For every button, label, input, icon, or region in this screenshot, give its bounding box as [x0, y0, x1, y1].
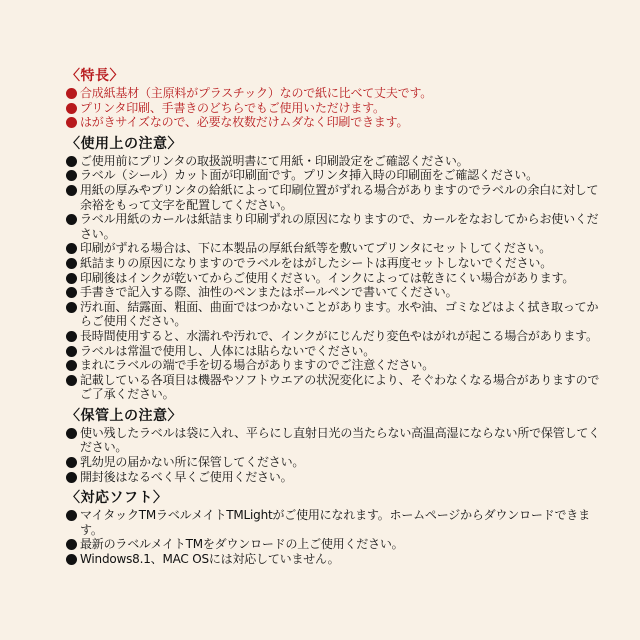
- bullet-icon: [66, 510, 77, 521]
- usage-notes-section: [66, 134, 600, 402]
- usage-note-item: 汚れ面、結露面、粗面、曲面ではつかないことがあります。水や油、ゴミなどはよく拭き取ってからご使用ください。: [66, 300, 600, 329]
- usage-note-item: 記載している各項目は機器やソフトウエアの状況変化により、そぐわなくなる場合がありますのでご了承ください。: [66, 373, 600, 402]
- usage-note-item: ラベル（シール）カット面が印刷面です。プリンタ挿入時の印刷面をご確認ください。: [66, 168, 600, 183]
- bullet-icon: [66, 170, 77, 181]
- software-item: マイタックTMラベルメイトTMLightがご使用になれます。ホームページからダウンロードできます。: [66, 508, 600, 537]
- features-section: [66, 66, 600, 130]
- storage-note-item: 使い残したラベルは袋に入れ、平らにし直射日光の当たらない高温高湿にならない所で保管してください。: [66, 426, 600, 455]
- bullet-icon: [66, 185, 77, 196]
- usage-note-item: 印刷後はインクが乾いてからご使用ください。インクによっては乾きにくい場合があります。: [66, 271, 600, 286]
- usage-note-item: 紙詰まりの原因になりますのでラベルをはがしたシートは再度セットしないでください。: [66, 256, 600, 271]
- bullet-icon: [66, 273, 77, 284]
- software-heading: 〈対応ソフト〉: [66, 490, 168, 507]
- usage-note-item: まれにラベルの端で手を切る場合がありますのでご注意ください。: [66, 358, 600, 373]
- usage-note-item: ご使用前にプリンタの取扱説明書にて用紙・印刷設定をご確認ください。: [66, 154, 600, 169]
- bullet-icon: [66, 103, 77, 114]
- bullet-icon: [66, 331, 77, 342]
- usage-note-item: 手書きで記入する際、油性のペンまたはボールペンで書いてください。: [66, 285, 600, 300]
- bullet-icon: [66, 539, 77, 550]
- feature-item: プリンタ印刷、手書きのどちらでもご使用いただけます。: [66, 101, 600, 116]
- bullet-icon: [66, 243, 77, 254]
- bullet-icon: [66, 375, 77, 386]
- bullet-icon: [66, 360, 77, 371]
- features-heading: 〈特長〉: [66, 68, 124, 84]
- bullet-icon: [66, 258, 77, 269]
- usage-notes-heading: 〈使用上の注意〉: [66, 135, 182, 152]
- bullet-icon: [66, 428, 77, 439]
- usage-note-item: 印刷がずれる場合は、下に本製品の厚紙台紙等を敷いてプリンタにセットしてください。: [66, 241, 600, 256]
- storage-notes-section: [66, 406, 600, 484]
- storage-note-item: 開封後はなるべく早くご使用ください。: [66, 470, 600, 485]
- bullet-icon: [66, 156, 77, 167]
- bullet-icon: [66, 302, 77, 313]
- bullet-icon: [66, 117, 77, 128]
- feature-item: はがきサイズなので、必要な枚数だけムダなく印刷できます。: [66, 115, 600, 130]
- usage-note-item: 用紙の厚みやプリンタの給紙によって印刷位置がずれる場合がありますのでラベルの余白に対して余裕をもって文字を配置してください。: [66, 183, 600, 212]
- software-section: [66, 488, 600, 566]
- feature-item: 合成紙基材（主原料がプラスチック）なので紙に比べて丈夫です。: [66, 86, 600, 101]
- bullet-icon: [66, 214, 77, 225]
- usage-note-item: 長時間使用すると、水濡れや汚れで、インクがにじんだり変色やはがれが起こる場合があります。: [66, 329, 600, 344]
- bullet-icon: [66, 88, 77, 99]
- software-item: Windows8.1、MAC OSには対応していません。: [66, 552, 600, 567]
- usage-note-item: ラベル用紙のカールは紙詰まり印刷ずれの原因になりますので、カールをなおしてからお使いください。: [66, 212, 600, 241]
- bullet-icon: [66, 457, 77, 468]
- bullet-icon: [66, 472, 77, 483]
- bullet-icon: [66, 554, 77, 565]
- storage-notes-heading: 〈保管上の注意〉: [66, 407, 182, 424]
- usage-note-item: ラベルは常温で使用し、人体には貼らないでください。: [66, 344, 600, 359]
- bullet-icon: [66, 287, 77, 298]
- storage-note-item: 乳幼児の届かない所に保管してください。: [66, 455, 600, 470]
- bullet-icon: [66, 346, 77, 357]
- software-item: 最新のラベルメイトTMをダウンロードの上ご使用ください。: [66, 537, 600, 552]
